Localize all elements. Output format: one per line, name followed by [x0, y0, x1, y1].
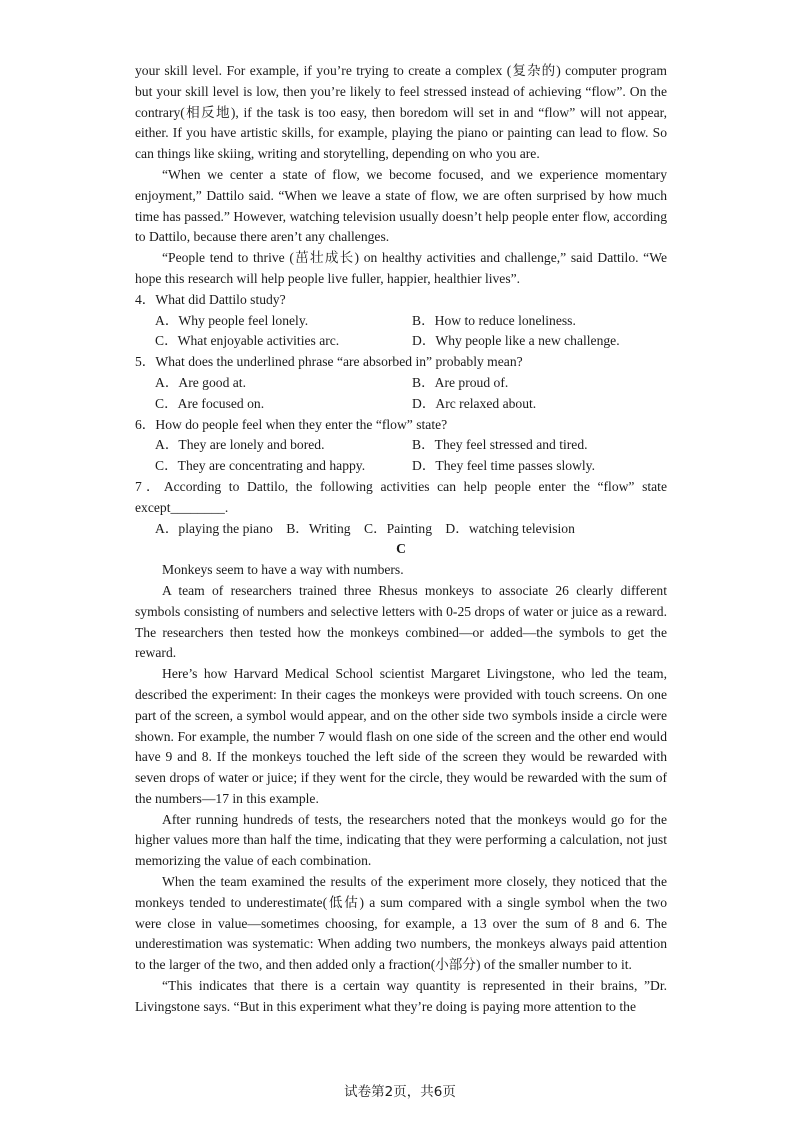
passage-paragraph: “People tend to thrive (茁壮成长) on healthy activities and challenge,” said Dattilo. “We hope this research will help people live fuller, happier, healthier lives”. [135, 250, 667, 286]
question-6 [135, 415, 667, 477]
options-row [135, 311, 667, 332]
section-heading: C [396, 541, 406, 557]
passage-paragraph: After running hundreds of tests, the researchers noted that the monkeys would go for the higher values more than half the time, indicating that they were performing a calculation, not just memorizing the value of each combination. [135, 811, 667, 869]
option-b: B．Writing [286, 520, 351, 536]
option-c: C．What enjoyable activities arc. [155, 333, 340, 349]
page-footer: 试卷第2页，共6页 [344, 1084, 456, 1100]
passage-paragraph: A team of researchers trained three Rhesus monkeys to associate 26 clearly different symbols consisting of numbers and selective letters with 0-25 drops of water or juice as a reward. The researchers then tested how the monkeys combined—or added—the symbols to get the reward. [135, 582, 667, 661]
option-d: D．watching television [445, 520, 575, 536]
option-c: C．They are concentrating and happy. [155, 458, 366, 474]
options-row [135, 394, 667, 415]
option-b: B．Are proud of. [412, 374, 509, 390]
passage-paragraph: Monkeys seem to have a way with numbers. [162, 562, 404, 578]
option-c: C．Are focused on. [155, 395, 265, 411]
option-a: A．They are lonely and bored. [155, 437, 325, 453]
options-row [135, 519, 667, 540]
question-4 [135, 290, 667, 352]
question-stem: 6．How do people feel when they enter the “flow” state? [135, 416, 448, 432]
question-7 [135, 477, 667, 539]
question-stem: 7．According to Dattilo, the following activities can help people enter the “flow” state except________. [135, 478, 667, 515]
option-c: C．Painting [364, 520, 432, 536]
option-b: B．They feel stressed and tired. [412, 437, 588, 453]
option-a: A．Why people feel lonely. [155, 312, 309, 328]
option-d: D．Why people like a new challenge. [412, 333, 620, 349]
question-stem: 5．What does the underlined phrase “are absorbed in” probably mean? [135, 354, 523, 370]
option-a: A．playing the piano [155, 520, 273, 536]
passage-paragraph: When the team examined the results of the experiment more closely, they noticed that the monkeys tended to underestimate(低估) a sum compared with a single symbol when the two were close in value—sometimes choosing, for example, a 13 over the sum of 8 and 6. The underestimation was systematic: When adding two numbers, the monkeys always paid attention to the larger of the two, and then added only a fraction(小部分) of the smaller number to it. [135, 874, 667, 973]
option-b: B．How to reduce loneliness. [412, 312, 576, 328]
page-content [135, 61, 667, 1018]
question-stem: 4．What did Dattilo study? [135, 291, 286, 307]
option-d: D．Arc relaxed about. [412, 395, 537, 411]
option-a: A．Are good at. [155, 374, 246, 390]
passage-paragraph: “When we center a state of flow, we become focused, and we experience momentary enjoyment,” Dattilo said. “When we leave a state of flow, we are often surprised by how much time has passed.” However, watching television usually doesn’t help people enter flow, according to Dattilo, because there aren’t any challenges. [135, 166, 667, 245]
options-row [135, 435, 667, 456]
passage-paragraph: Here’s how Harvard Medical School scientist Margaret Livingstone, who led the team, described the experiment: In their cages the monkeys were provided with touch screens. On one part of the screen, a symbol would appear, and on the other side two symbols inside a circle were shown. For example, the number 7 would flash on one side of the screen and the other end would have 9 and 8. If the monkeys touched the left side of the screen they would be rewarded with seven drops of water or juice; if they went for the circle, they would be rewarded with the sum of the numbers—17 in this example. [135, 666, 667, 806]
options-row [135, 373, 667, 394]
question-5 [135, 352, 667, 414]
options-row [135, 331, 667, 352]
passage-paragraph: your skill level. For example, if you’re trying to create a complex (复杂的) computer program but your skill level is low, then you’re likely to feel stressed instead of achieving “flow”. On the contrary(相反地), if the task is too easy, then boredom will set in and “flow” will not appear, either. If you have artistic skills, for example, playing the piano or painting can lead to flow. So can things like skiing, writing and storytelling, depending on who you are. [135, 63, 667, 162]
passage-paragraph: “This indicates that there is a certain way quantity is represented in their brains, ”Dr. Livingstone says. “But in this experiment what they’re doing is paying more attention to the [135, 978, 667, 1014]
options-row [135, 456, 667, 477]
option-d: D．They feel time passes slowly. [412, 458, 595, 474]
